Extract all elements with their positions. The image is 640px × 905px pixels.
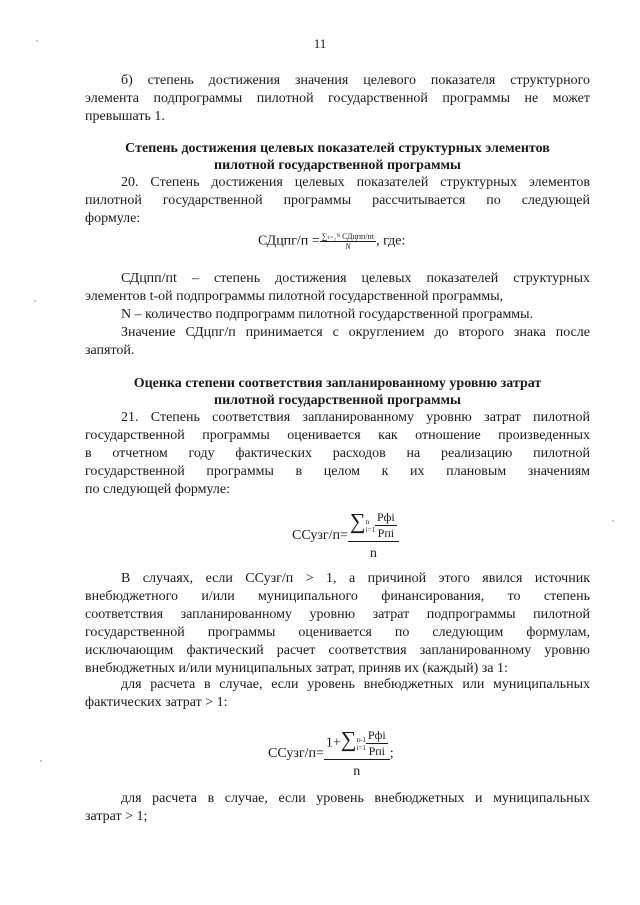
formula-2-lhs: ССузг/п= — [292, 528, 348, 543]
para-21-line-1: 21. Степень соответствия запланированному уровню затрат пилотной — [121, 410, 590, 425]
para-20-line-2: пилотной государственной программы рассчитывается по следующей — [85, 193, 590, 208]
para-b-line-2: элемента подпрограммы пилотной государственной программы не может — [85, 91, 590, 106]
formula-1-numerator: ∑ₜ₌₁ᴺ СДцпп/пt — [321, 232, 375, 241]
formula-2-inner-den: Рпi — [377, 526, 395, 540]
heading-1-line-1: Степень достижения целевых показателей структурных элементов — [125, 141, 550, 156]
formula-2-fraction — [348, 510, 399, 562]
formula-1-denominator: N — [345, 242, 351, 251]
formula-ssuzg — [292, 510, 399, 562]
scan-speck — [40, 760, 42, 762]
defs-line-5: запятой. — [85, 343, 135, 358]
formula-3-suffix: ; — [389, 746, 394, 761]
heading-1-line-2: пилотной государственной программы — [214, 158, 461, 173]
cases-line-6: внебюджетных и/или муниципальных затрат, приняв их (каждый) за 1: — [85, 661, 508, 676]
formula-2-denominator: n — [369, 546, 377, 561]
calc-1-line-1: для расчета в случае, если уровень внебюджетных или муниципальных — [121, 677, 590, 692]
formula-ssuzg-adjusted — [268, 728, 394, 780]
scan-speck — [34, 300, 36, 302]
heading-2-line-1: Оценка степени соответствия запланированному уровню затрат — [133, 376, 542, 391]
para-21-line-3: в отчетном году фактических расходов на реализацию пилотной — [85, 446, 590, 461]
formula-3-inner-num: Рфi — [367, 728, 386, 742]
formula-sdcpg — [258, 232, 405, 251]
formula-3-numerator — [324, 728, 390, 760]
para-21-line-5: по следующей формуле: — [85, 482, 230, 497]
heading-2-line-2: пилотной государственной программы — [214, 393, 461, 408]
calc-1-line-2: фактических затрат > 1: — [85, 695, 228, 710]
para-20-line-1: 20. Степень достижения целевых показателей структурных элементов — [121, 175, 590, 190]
formula-3-prefix: 1+ — [325, 735, 341, 751]
formula-3-inner-fraction — [366, 728, 388, 759]
cases-line-2: внебюджетного и/или муниципального финансирования, то степень — [85, 589, 590, 604]
formula-1-fraction — [320, 232, 376, 251]
cases-line-5: исключающим фактический расчет соответствия запланированному уровню — [85, 643, 590, 658]
cases-line-4: государственной программы оценивается по следующим формулам, — [85, 625, 590, 640]
formula-1-suffix: , где: — [376, 233, 406, 249]
sum-symbol: ∑ — [340, 726, 357, 752]
scan-speck — [612, 520, 614, 522]
para-20-line-3: формуле: — [85, 211, 141, 226]
calc-2-line-2: затрат > 1; — [85, 809, 148, 824]
formula-3-sum-bottom: i=1 — [356, 743, 366, 752]
para-b-line-1: б) степень достижения значения целевого показателя структурного — [121, 73, 590, 88]
formula-1-lhs: СДцпг/п = — [258, 233, 320, 249]
formula-2-sum-top: n — [365, 517, 370, 526]
defs-line-4: Значение СДцпг/п принимается с округлением до второго знака после — [121, 325, 590, 340]
formula-2-numerator — [348, 510, 399, 542]
para-21-line-2: государственной программы оценивается как отношение произведенных — [85, 428, 590, 443]
formula-3-lhs: ССузг/п= — [268, 746, 324, 761]
formula-2-sum-bottom: i=1 — [365, 525, 375, 534]
para-21-line-4: государственной программы в целом к их плановым значениям — [85, 464, 590, 479]
formula-3-denominator: n — [353, 764, 361, 779]
formula-2-inner-fraction — [375, 510, 397, 541]
page-number: 11 — [313, 36, 327, 51]
para-b-line-3: превышать 1. — [85, 109, 165, 124]
formula-3-sum-top: n-1 — [356, 735, 366, 744]
defs-line-2: элементов t-ой подпрограммы пилотной государственной программы, — [85, 289, 504, 304]
defs-line-1: СДцпп/пt – степень достижения целевых показателей структурных — [121, 271, 590, 286]
defs-line-3: N – количество подпрограмм пилотной государственной программы. — [121, 307, 534, 322]
calc-2-line-1: для расчета в случае, если уровень внебюджетных и муниципальных — [121, 791, 590, 806]
scan-speck — [36, 40, 38, 42]
cases-line-1: В случаях, если ССузг/п > 1, а причиной этого явился источник — [121, 571, 590, 586]
formula-2-inner-num: Рфi — [376, 510, 395, 524]
sum-symbol: ∑ — [349, 508, 366, 534]
formula-3-fraction — [324, 728, 390, 780]
cases-line-3: соответствия запланированному уровню затрат подпрограммы пилотной — [85, 607, 590, 622]
formula-3-inner-den: Рпi — [368, 744, 385, 758]
